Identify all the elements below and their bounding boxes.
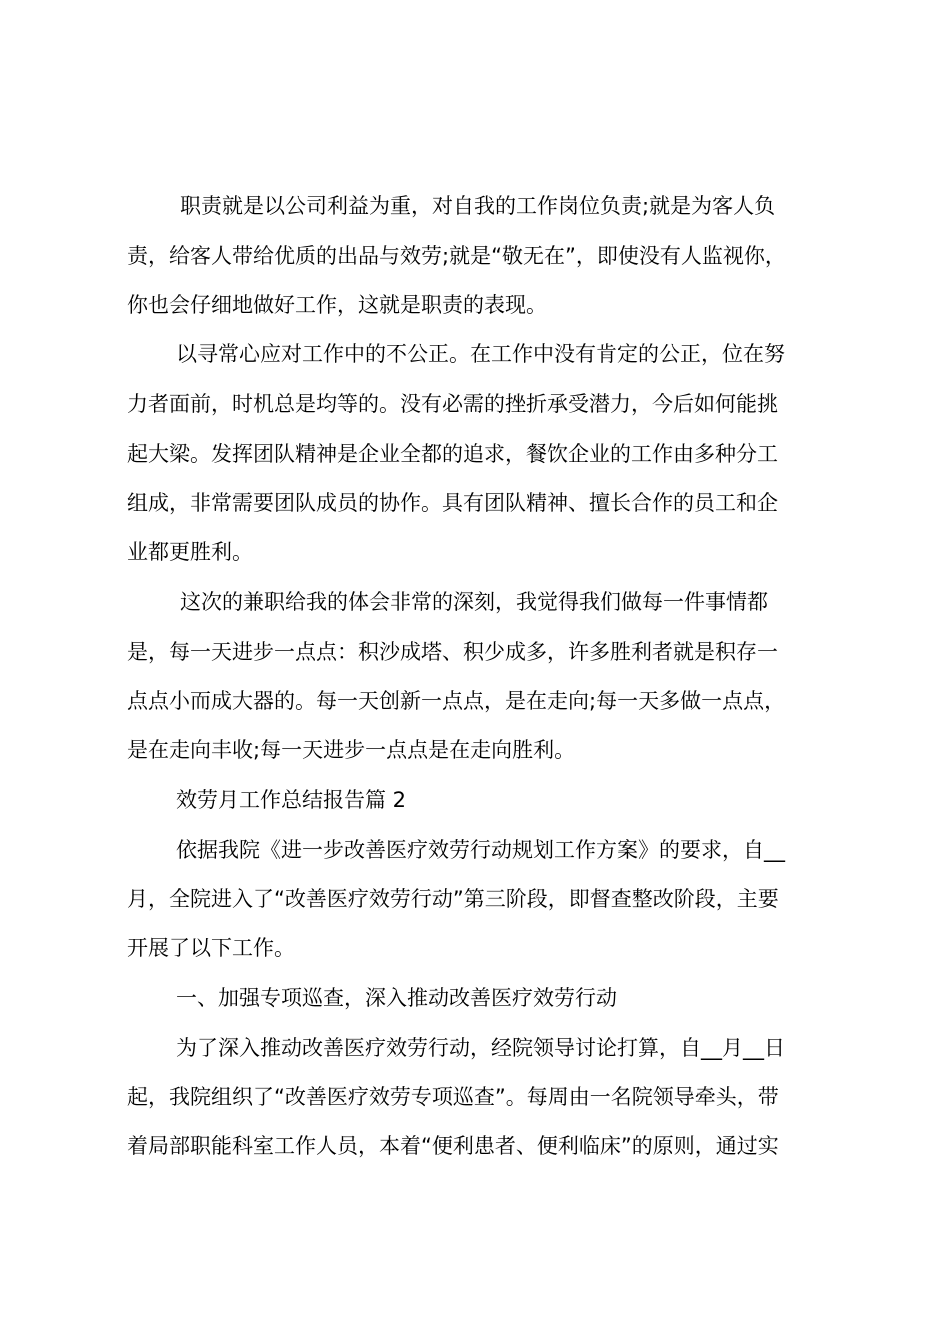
paragraph-line: 着局部职能科室工作人员，本着“便利患者、便利临床”的原则，通过实 <box>127 1134 779 1158</box>
paragraph-line: 起，我院组织了“改善医疗效劳专项巡查”。每周由一名院领导牵头，带 <box>127 1085 779 1109</box>
paragraph-line: 为了深入推动改善医疗效劳行动，经院领导讨论打算，自__月__日 <box>176 1036 785 1060</box>
paragraph-line: 业都更胜利。 <box>127 540 253 564</box>
paragraph-line: 月，全院进入了“改善医疗效劳行动”第三阶段，即督查整改阶段，主要 <box>127 887 779 911</box>
subsection-heading: 一、加强专项巡查，深入推动改善医疗效劳行动 <box>176 986 617 1010</box>
paragraph-line: 这次的兼职给我的体会非常的深刻，我觉得我们做每一件事情都 <box>180 590 768 614</box>
paragraph-line: 依据我院《进一步改善医疗效劳行动规划工作方案》的要求，自__ <box>176 838 785 862</box>
paragraph-line: 是，每一天进步一点点：积沙成塔、积少成多，许多胜利者就是积存一 <box>127 640 778 664</box>
paragraph-line: 力者面前，时机总是均等的。没有必需的挫折承受潜力，今后如何能挑 <box>127 392 778 416</box>
paragraph-line: 开展了以下工作。 <box>127 936 295 960</box>
paragraph-line: 起大梁。发挥团队精神是企业全都的追求，餐饮企业的工作由多种分工 <box>127 442 778 466</box>
section-heading: 效劳月工作总结报告篇 2 <box>176 788 407 812</box>
paragraph-line: 以寻常心应对工作中的不公正。在工作中没有肯定的公正，位在努 <box>176 342 785 366</box>
paragraph-line: 你也会仔细地做好工作，这就是职责的表现。 <box>127 293 547 317</box>
paragraph-line: 点点小而成大器的。每一天创新一点点，是在走向;每一天多做一点点， <box>127 689 786 713</box>
paragraph-line: 职责就是以公司利益为重，对自我的工作岗位负责;就是为客人负 <box>180 194 776 218</box>
paragraph-line: 组成，非常需要团队成员的协作。具有团队精神、擅长合作的员工和企 <box>127 491 778 515</box>
paragraph-line: 责，给客人带给优质的出品与效劳;就是“敬无在”，即使没有人监视你， <box>127 244 786 268</box>
paragraph-line: 是在走向丰收;每一天进步一点点是在走向胜利。 <box>127 738 576 762</box>
